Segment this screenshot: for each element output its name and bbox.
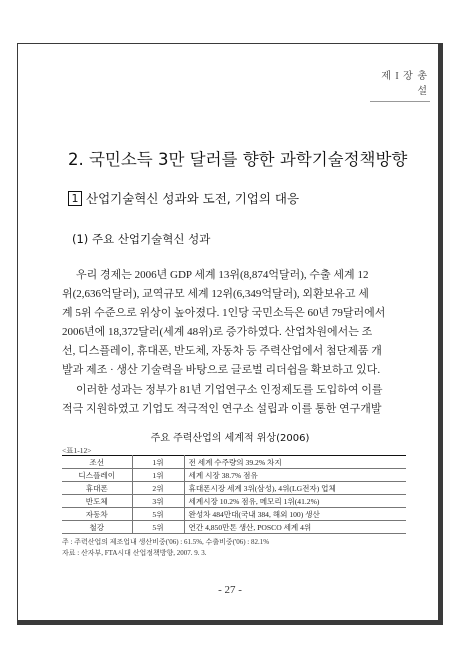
table-label: <표1-12>: [62, 446, 92, 455]
rank-cell: 5위: [132, 508, 184, 521]
body-line: 위(2,636억달러), 교역규모 세계 12위(6,349억달러), 외환보유고 세: [62, 288, 369, 300]
industry-cell: 휴대폰: [62, 482, 132, 495]
rank-cell: 1위: [132, 456, 184, 469]
subsection-heading: [68, 189, 299, 207]
section-title: 2. 국민소득 3만 달러를 향한 과학기술정책방향: [68, 150, 408, 169]
body-line: 선, 디스플레이, 휴대폰, 반도체, 자동차 등 주력산업에서 첨단제품 개: [62, 345, 382, 357]
table-footnote: 주 : 주력산업의 제조업내 생산비중('06) : 61.5%, 수출비중('06) : 82.1%: [62, 538, 270, 546]
body-line: 2006년에 18,372달러(세계 48위)로 증가하였다. 산업차원에서는 조: [62, 326, 373, 338]
rank-cell: 5위: [132, 521, 184, 534]
document-page: [18, 44, 442, 624]
body-line: 적극 지원하였고 기업도 적극적인 연구소 설립과 이를 통한 연구개발: [62, 403, 382, 415]
note-cell: 휴대폰시장 세계 3위(삼성), 4위(LG전자) 업체: [184, 482, 406, 495]
note-cell: 세계 시장 38.7% 점유: [184, 469, 406, 482]
subsection-title: 산업기술혁신 성과와 도전, 기업의 대응: [86, 191, 300, 206]
page-number: - 27 -: [218, 584, 242, 596]
note-cell: 전 세계 수주량의 39.2% 차지: [184, 456, 406, 469]
industry-cell: 자동차: [62, 508, 132, 521]
table-source: 자료 : 산자부, FTA시대 산업정책방향, 2007. 9. 3.: [62, 549, 207, 557]
body-line: 계 5위 수준으로 위상이 높아졌다. 1인당 국민소득은 60년 79달러에서: [62, 307, 386, 319]
note-cell: 세계시장 10.2% 점유, 메모리 1위(41.2%): [184, 495, 406, 508]
body-line: 이러한 성과는 정부가 81년 기업연구소 인정제도를 도입하여 이를: [76, 384, 383, 396]
table-row: [62, 508, 406, 521]
note-cell: 완성차 484만대(국내 384, 해외 100) 생산: [184, 508, 406, 521]
table-title: 주요 주력산업의 세계적 위상(2006): [150, 433, 310, 444]
industry-rank-table: [62, 455, 406, 534]
table-row: [62, 469, 406, 482]
body-line: 우리 경제는 2006년 GDP 세계 13위(8,874억달러), 수출 세계 12: [76, 269, 369, 281]
body-line: 발과 제조 · 생산 기술력을 바탕으로 글로벌 리더쉽을 확보하고 있다.: [62, 364, 381, 376]
subsubsection-title: (1) 주요 산업기술혁신 성과: [72, 232, 211, 246]
subsection-number-box: 1: [68, 191, 82, 206]
table-row: [62, 521, 406, 534]
table-row: [62, 456, 406, 469]
industry-cell: 철강: [62, 521, 132, 534]
industry-cell: 반도체: [62, 495, 132, 508]
industry-cell: 디스플레이: [62, 469, 132, 482]
table-row: [62, 482, 406, 495]
industry-cell: 조선: [62, 456, 132, 469]
rank-cell: 3위: [132, 495, 184, 508]
rank-cell: 2위: [132, 482, 184, 495]
chapter-header: 제 I 장 총 설: [370, 67, 430, 102]
table-row: [62, 495, 406, 508]
rank-cell: 1위: [132, 469, 184, 482]
note-cell: 연간 4,850만톤 생산, POSCO 세계 4위: [184, 521, 406, 534]
